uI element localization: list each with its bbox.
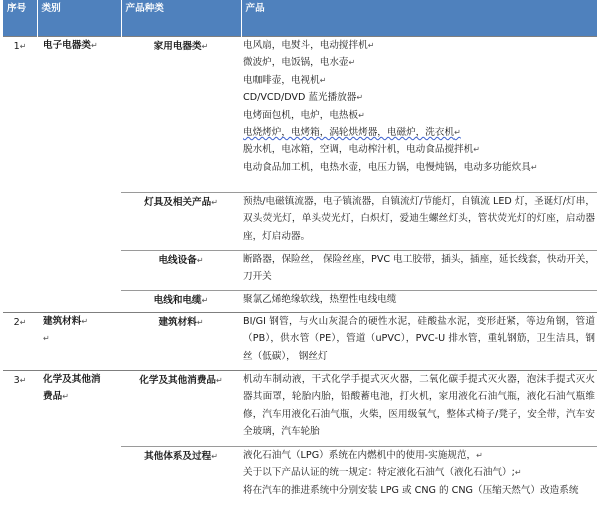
product-line: 电咖啡壶，电视机↵ <box>243 74 327 86</box>
product-type-cell: 其他体系及过程↵ <box>121 447 241 505</box>
category-cell: 化学及其他消费品↵ <box>37 371 121 505</box>
product-line: 电风扇，电熨斗，电动搅拌机↵ <box>243 40 375 51</box>
products-cell: BI/GI 钢管，与火山灰混合的硬性水泥，硅酸盐水泥，变形赶紧，等边角钢，管道（PB），供水管（PE），管道（uPVC），PVC-U 排水管，重轧钢筋，卫生洁具，钢丝（低碳）， 钢丝灯 <box>241 313 597 371</box>
table-header-row <box>3 0 597 37</box>
category-cell: 建筑材料↵ ↵ <box>37 313 121 371</box>
products-cell: 机动车制动液，干式化学手提式灭火器，二氧化碳手提式灭火器，泡沫手提式灭火器其面罩，轮胎内胎，铅酸蓄电池，打火机，家用液化石油气瓶，液化石油气瓶维修，汽车用液化石油气瓶，火柴，医用级氧气，整体式椅子/凳子，安全带，汽车安全玻璃，汽车轮胎 <box>241 371 597 447</box>
header-product-type: 产品种类 <box>121 0 241 37</box>
product-type-cell: 家用电器类↵ <box>121 37 241 193</box>
product-line: 关于以下产品认证的统一规定：特定液化石油气（液化石油气）;↵ <box>243 467 522 479</box>
category-cell: 电子电器类↵ <box>37 37 121 313</box>
header-no: 序号 <box>3 0 37 37</box>
header-category: 类别 <box>37 0 121 37</box>
product-line: 电烤面包机，电炉，电热板↵ <box>243 109 365 121</box>
products-cell: 预热/电磁镇流器，电子镇流器，自镇流灯/节能灯，自镇流 LED 灯，圣诞灯/灯串，双头荧光灯，单头荧光灯，白炽灯，爱迪生螺丝灯头，管状荧光灯的灯座，启动器座，灯启动器。 <box>241 193 597 251</box>
header-products: 产品 <box>241 0 597 37</box>
product-type-cell: 电线设备↵ <box>121 251 241 291</box>
table-row <box>3 37 597 193</box>
product-type-cell: 灯具及相关产品↵ <box>121 193 241 251</box>
table-row <box>3 313 597 371</box>
row-number: 2↵ <box>3 313 37 371</box>
product-type-cell: 化学及其他消费品↵ <box>121 371 241 447</box>
product-line: 将在汽车的推进系统中分别安装 LPG 或 CNG 的 CNG（压缩天然气）改造系统 <box>243 484 579 496</box>
products-cell <box>241 447 597 505</box>
products-cell: 断路器，保险丝， 保险丝座，PVC 电工胶带，插头，插座，延长线套，快动开关，刀开关 <box>241 251 597 291</box>
product-line: 电动食品加工机，电热水壶，电压力锅，电慢炖锅，电动多功能炊具↵ <box>243 161 538 173</box>
products-cell: 聚氯乙烯绝缘软线，热塑性电线电缆 <box>241 291 597 313</box>
product-category-table <box>3 0 598 504</box>
product-line: CD/VCD/DVD 蓝光播放器↵ <box>243 92 364 104</box>
product-type-cell: 电线和电缆↵ <box>121 291 241 313</box>
row-number: 3↵ <box>3 371 37 505</box>
product-line: 微波炉，电饭锅，电水壶↵ <box>243 57 356 69</box>
products-cell <box>241 37 597 193</box>
product-line: 电烧烤炉，电烤箱，涡轮烘烤器，电磁炉，洗衣机↵ <box>243 127 461 139</box>
table-row <box>3 371 597 447</box>
row-number: 1↵ <box>3 37 37 313</box>
product-type-cell: 建筑材料↵ <box>121 313 241 371</box>
product-line: 液化石油气（LPG）系统在内燃机中的使用-实施规范，↵ <box>243 450 483 461</box>
product-line: 脱水机，电冰箱，空调，电动榨汁机，电动食品搅拌机↵ <box>243 144 480 156</box>
